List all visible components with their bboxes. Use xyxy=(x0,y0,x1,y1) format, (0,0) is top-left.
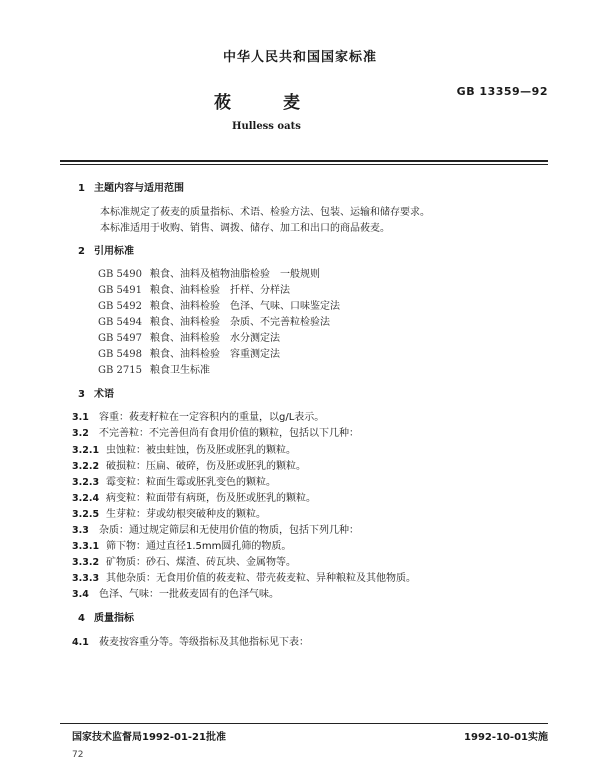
page-number: 72 xyxy=(72,750,84,760)
term-number: 3.2.1 xyxy=(72,445,100,456)
standard-number: GB 13359—92 xyxy=(456,85,548,98)
reference-item xyxy=(98,265,320,280)
top-rule-thin xyxy=(60,164,548,165)
reference-code: GB 5492 xyxy=(98,301,142,312)
section-title: 引用标准 xyxy=(94,246,134,257)
term-item xyxy=(72,489,316,504)
section-1-paragraph-1: 本标准规定了莜麦的质量指标、术语、检验方法、包装、运输和储存要求。 xyxy=(100,207,430,218)
term-number: 3.2 xyxy=(72,428,89,439)
term-text: 杂质：通过规定筛层和无使用价值的物质，包括下列几种： xyxy=(99,525,359,536)
term-item xyxy=(72,537,291,552)
term-text: 筛下物：通过直径1.5mm圆孔筛的物质。 xyxy=(106,541,292,552)
reference-item xyxy=(98,329,280,344)
section-number: 3 xyxy=(78,389,85,400)
reference-name: 粮食、油料及植物油脂检验 一般规则 xyxy=(150,269,320,280)
reference-name: 粮食、油料检验 水分测定法 xyxy=(150,333,280,344)
footer-rule xyxy=(60,723,548,724)
term-text: 莜麦按容重分等。等级指标及其他指标见下表： xyxy=(99,637,309,648)
term-text: 矿物质：砂石、煤渣、砖瓦块、金属物等。 xyxy=(106,557,296,568)
reference-item xyxy=(98,345,280,360)
term-item xyxy=(72,505,266,520)
section-1-heading xyxy=(78,179,184,194)
section-3-heading xyxy=(78,385,114,400)
term-number: 3.4 xyxy=(72,589,89,600)
section-number: 4 xyxy=(78,613,85,624)
term-number: 3.1 xyxy=(72,412,89,423)
approval-date: 国家技术监督局1992-01-21批准 xyxy=(72,732,226,743)
term-number: 3.2.3 xyxy=(72,477,100,488)
reference-code: GB 5498 xyxy=(98,349,142,360)
section-2-heading xyxy=(78,242,134,257)
term-item xyxy=(72,408,324,423)
document-subtitle: Hulless oats xyxy=(232,121,301,132)
term-number: 3.3.3 xyxy=(72,573,100,584)
reference-code: GB 5491 xyxy=(98,285,142,296)
term-text: 容重：莜麦籽粒在一定容积内的重量，以g/L表示。 xyxy=(99,412,325,423)
term-item xyxy=(72,585,279,600)
reference-name: 粮食卫生标准 xyxy=(150,365,210,376)
term-text: 不完善粒：不完善但尚有食用价值的颗粒，包括以下几种： xyxy=(99,428,359,439)
term-item xyxy=(72,569,416,584)
section-title: 主题内容与适用范围 xyxy=(94,183,184,194)
implementation-date: 1992-10-01实施 xyxy=(464,732,548,743)
term-item xyxy=(72,553,296,568)
reference-item xyxy=(98,281,290,296)
reference-code: GB 5490 xyxy=(98,269,142,280)
reference-item xyxy=(98,313,330,328)
top-rule xyxy=(60,160,548,162)
term-text: 破损粒：压扁、破碎，伤及胚或胚乳的颗粒。 xyxy=(106,461,306,472)
standard-category: 中华人民共和国国家标准 xyxy=(222,50,377,65)
term-item xyxy=(72,441,296,456)
term-number: 3.3.1 xyxy=(72,541,100,552)
reference-item xyxy=(98,297,340,312)
section-title: 质量指标 xyxy=(94,613,134,624)
term-item xyxy=(72,473,276,488)
term-text: 色泽、气味：一批莜麦固有的色泽气味。 xyxy=(99,589,279,600)
term-text: 霉变粒：粒面生霉或胚乳变色的颗粒。 xyxy=(106,477,276,488)
reference-code: GB 5497 xyxy=(98,333,142,344)
term-text: 生芽粒：芽或幼根突破种皮的颗粒。 xyxy=(106,509,266,520)
section-number: 2 xyxy=(78,246,85,257)
reference-code: GB 2715 xyxy=(98,365,142,376)
reference-name: 粮食、油料检验 杂质、不完善粒检验法 xyxy=(150,317,330,328)
term-item xyxy=(72,457,306,472)
section-number: 1 xyxy=(78,183,85,194)
section-4-heading xyxy=(78,609,134,624)
document-title: 莜麦 xyxy=(214,93,352,113)
term-number: 3.2.2 xyxy=(72,461,100,472)
section-title: 术语 xyxy=(94,389,114,400)
reference-code: GB 5494 xyxy=(98,317,142,328)
term-item xyxy=(72,633,309,648)
term-number: 4.1 xyxy=(72,637,89,648)
reference-name: 粮食、油料检验 容重测定法 xyxy=(150,349,280,360)
term-number: 3.3.2 xyxy=(72,557,100,568)
reference-name: 粮食、油料检验 扦样、分样法 xyxy=(150,285,290,296)
term-text: 其他杂质：无食用价值的莜麦粒、带壳莜麦粒、异种粮粒及其他物质。 xyxy=(106,573,416,584)
term-number: 3.2.5 xyxy=(72,509,100,520)
term-number: 3.3 xyxy=(72,525,89,536)
term-item xyxy=(72,521,359,536)
term-text: 虫蚀粒：被虫蛀蚀，伤及胚或胚乳的颗粒。 xyxy=(106,445,296,456)
reference-item xyxy=(98,361,210,376)
section-1-paragraph-2: 本标准适用于收购、销售、调拨、储存、加工和出口的商品莜麦。 xyxy=(100,223,390,234)
term-item xyxy=(72,424,359,439)
term-number: 3.2.4 xyxy=(72,493,100,504)
term-text: 病变粒：粒面带有病斑，伤及胚或胚乳的颗粒。 xyxy=(106,493,316,504)
reference-name: 粮食、油料检验 色泽、气味、口味鉴定法 xyxy=(150,301,340,312)
